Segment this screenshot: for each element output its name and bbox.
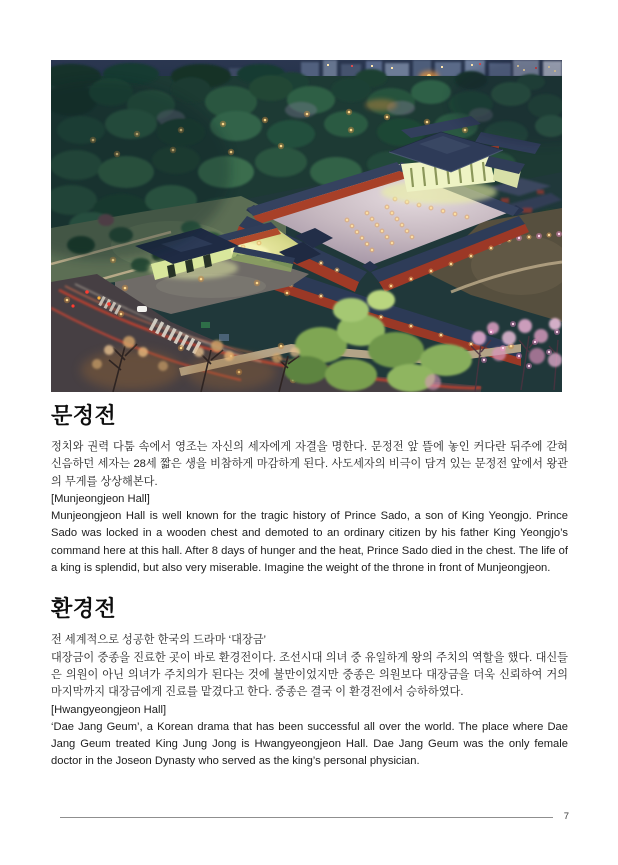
footer-rule [60,817,553,818]
section-hwangyeongjeon [51,597,568,770]
english-hall-label-munjeongjeon: [Munjeongjeon Hall] [51,492,150,505]
palace-night-photo [51,60,562,392]
section-heading-hwangyeongjeon: 환경전 [51,596,117,622]
korean-intro-hwangyeongjeon: 전 세계적으로 성공한 한국의 드라마 ‘대장금’ [51,634,267,647]
palace-night-photo-svg [51,60,562,392]
section-munjeongjeon [51,404,568,577]
page-number: 7 [563,811,569,822]
page-body [51,404,568,771]
section-heading-munjeongjeon: 문정전 [51,403,117,428]
page-footer [60,811,569,823]
white-car [137,306,147,312]
korean-paragraph-hwangyeongjeon: 대장금이 중종을 진료한 곳이 바로 환경전이다. 조선시대 의녀 중 유일하게 왕의 주치의 역할을 했다. 대신들은 의원이 아닌 의녀가 주치의가 된다는 것에 불만이었지만 중종은 의원보다 대장금을 더욱 신뢰하여 거의 마지막까지 대장금에게 진료를 맡겼다고 한다. 중종은 결국 이 환경전에서 승하하였다. [51,651,568,699]
korean-paragraph-munjeongjeon: 정치와 권력 다툼 속에서 영조는 자신의 세자에게 자결을 명한다. 문정전 앞 뜰에 놓인 커다란 뒤주에 갇혀 신음하던 세자는 28세 짧은 생을 비참하게 마감하게 된다. 사도세자의 비극이 담겨 있는 문정전 앞에서 왕관의 무게를 상상해본다. [51,441,568,488]
english-hall-label-hwangyeongjeon: [Hwangyeongjeon Hall] [51,703,167,716]
english-paragraph-munjeongjeon: Munjeongjeon Hall is well known for the tragic history of Prince Sado, a son of King Yeongjo. Prince Sado was locked in a wooden chest and demoted to an ordinary citizen by his father King Yeongjo’s command here at this hall. After 8 days of hunger and the heat, Prince Sado died in the chest. The life of a king is splendid, but also very miserable. Imagine the weight of the throne in front of Munjeongjeon. [51,510,568,575]
english-paragraph-hwangyeongjeon: ‘Dae Jang Geum’, a Korean drama that has been successful all over the world. The place where Dae Jang Geum treated King Jung Jong is Hwangyeongjeon Hall. Dae Jang Geum was the only female doctor in the Joseon Dynasty who served as the king’s personal physician. [51,720,568,768]
